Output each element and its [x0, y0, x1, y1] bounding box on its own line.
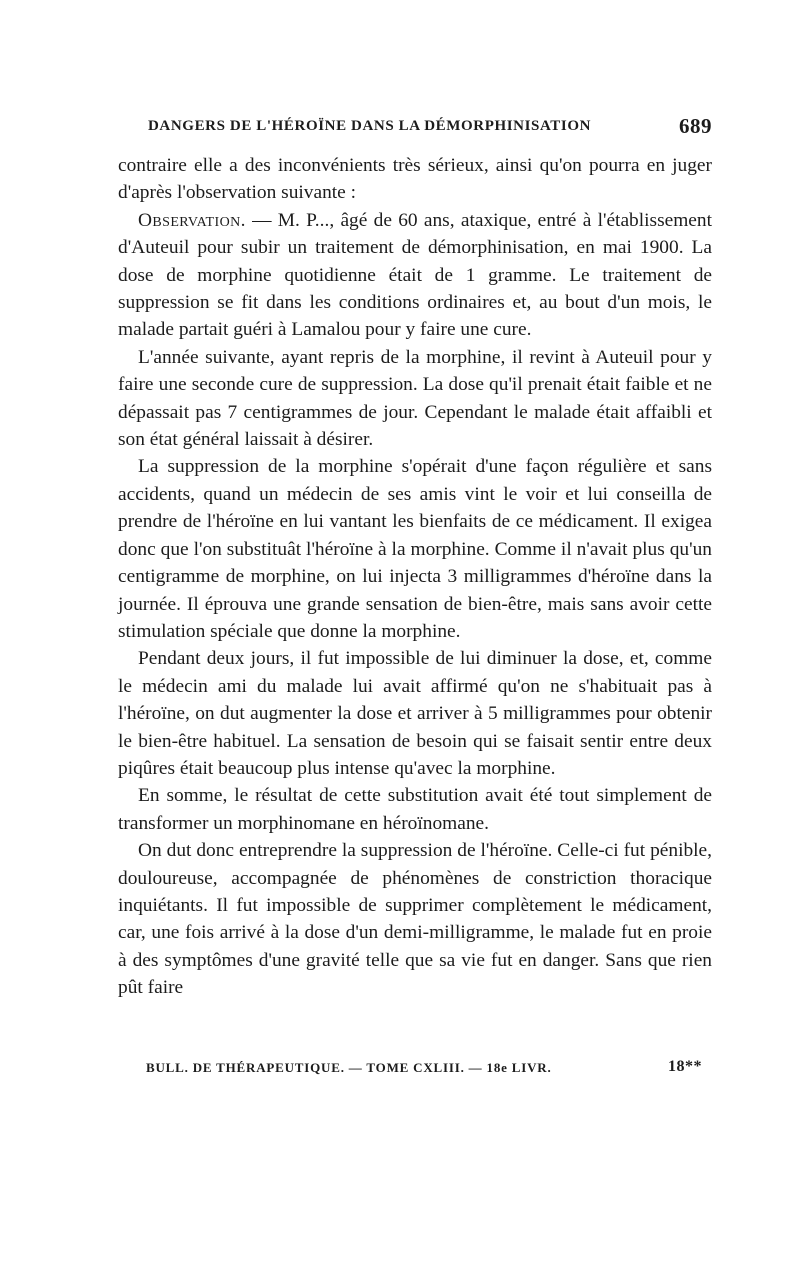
page-footer [146, 1058, 702, 1080]
paragraph-continuation: contraire elle a des inconvénients très sérieux, ainsi qu'on pourra en juger d'après l'observation suivante : [118, 155, 712, 204]
paragraph: La suppression de la morphine s'opérait d'une façon régulière et sans accidents, quand un médecin de ses amis vint le voir et lui conseilla de prendre de l'héroïne en lui vantant les bienfaits de ce médicament. Il exigea donc que l'on substituât l'héroïne à la morphine. Comme il n'avait plus qu'un centigramme de morphine, on lui injecta 3 milligrammes d'héroïne dans la journée. Il éprouva une grande sensation de bien-être, mais sans avoir cette stimulation spéciale que donne la morphine. [118, 456, 712, 642]
observation-label: Observation. [138, 209, 246, 231]
body-text [118, 152, 712, 1002]
running-title: DANGERS DE L'HÉROÏNE DANS LA DÉMORPHINISATION [148, 118, 592, 134]
footer-imprint: BULL. DE THÉRAPEUTIQUE. — TOME CXLIII. — 18e LIVR. [146, 1060, 552, 1075]
paragraph-observation [118, 207, 712, 344]
page-number: 689 [679, 114, 712, 138]
running-header [148, 114, 712, 144]
signature-mark: 18** [668, 1058, 702, 1075]
paragraph: On dut donc entreprendre la suppression de l'héroïne. Celle-ci fut pénible, douloureuse, accompagnée de phénomènes de constriction thoracique inquiétants. Il fut impossible de supprimer complètement le médicament, car, une fois arrivé à la dose d'un demi-milligramme, le malade fut en proie à des symptômes d'une gravité telle que sa vie fut en danger. Sans que rien pût faire [118, 840, 712, 999]
paragraph: Pendant deux jours, il fut impossible de lui diminuer la dose, et, comme le médecin ami du malade lui avait affirmé qu'on ne s'habituait pas à l'héroïne, on dut augmenter la dose et arriver à 5 milligrammes pour obtenir le bien-être habituel. La sensation de besoin qui se faisait sentir entre deux piqûres était beaucoup plus intense qu'avec la morphine. [118, 648, 712, 779]
paragraph: L'année suivante, ayant repris de la morphine, il revint à Auteuil pour y faire une seconde cure de suppression. La dose qu'il prenait était faible et ne dépassait pas 7 centigrammes de jour. Cependant le malade était affaibli et son état général laissait à désirer. [118, 346, 712, 451]
observation-text: — M. P..., âgé de 60 ans, ataxique, entré à l'établissement d'Auteuil pour subir un traitement de démorphinisation, en mai 1900. La dose de morphine quotidienne était de 1 gramme. Le traitement de suppression se fit dans les conditions ordinaires et, au bout d'un mois, le malade partait guéri à Lamalou pour y faire une cure. [118, 209, 712, 341]
paragraph: En somme, le résultat de cette substitution avait été tout simplement de transformer un morphinomane en héroïnomane. [118, 785, 712, 834]
